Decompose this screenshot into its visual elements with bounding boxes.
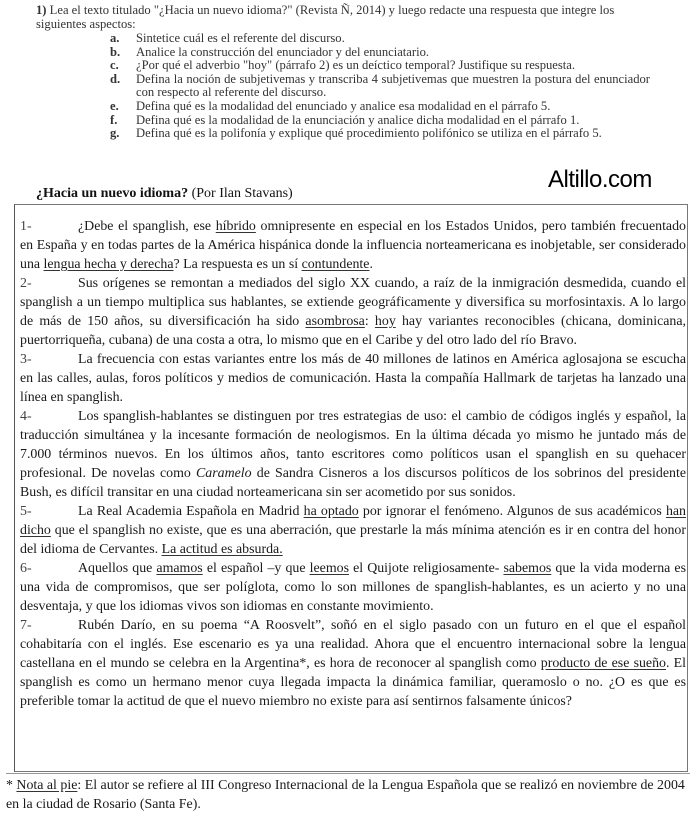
article-paragraph	[20, 559, 686, 616]
article-paragraph	[20, 350, 686, 407]
paragraph-text: por ignorar el fenómeno. Algunos de sus académicos	[358, 504, 666, 519]
underlined-text: asombrosa	[305, 314, 365, 329]
article-body	[20, 217, 686, 711]
article-paragraph	[20, 274, 686, 350]
paragraph-number: 7-	[20, 618, 32, 633]
paragraph-text: . El spanglish es como un hermano menor cuya llegada impacta la dinámica familiar, queramoslo o no. ¿O es que es preferible tomar la actitud de que el nuevo miembro no existe para así sentirnos falsamente únicos?	[20, 656, 686, 709]
article-byline: (Por Ilan Stavans)	[191, 186, 293, 201]
paragraph-text: .	[369, 257, 373, 272]
question-item-text: ¿Por qué el adverbio "hoy" (párrafo 2) es un deíctico temporal? Justifique su respuesta.	[136, 58, 576, 73]
paragraph-text: que el spanglish no existe, que es una aberración, que prestarle la más mínima atención es ir en contra del honor del idioma de Cervantes.	[20, 523, 686, 557]
question-letter: c.	[110, 58, 119, 73]
underlined-text: híbrido	[215, 219, 256, 234]
question-letter: g.	[110, 126, 120, 141]
paragraph-text: el español –y que	[202, 561, 310, 576]
paragraph-number: 4-	[20, 409, 32, 424]
question-item-text: Analice la construcción del enunciador y del enunciatario.	[136, 44, 430, 59]
paragraph-number: 6-	[20, 561, 32, 576]
paragraph-text: el Quijote religiosamente-	[348, 561, 504, 576]
article-paragraph	[20, 217, 686, 274]
paragraph-text: Aquellos que	[78, 561, 157, 576]
italic-title: Caramelo	[196, 466, 252, 481]
paragraph-text: ¿Debe el spanglish, ese	[78, 219, 216, 234]
question-letter: d.	[110, 71, 121, 86]
paragraph-text: Sus orígenes se remontan a mediados del siglo XX cuando, a raíz de la inmigración desmedida, cuando el spanglish a un tiempo multiplica sus hablantes, se extiende geográficamente y diversifica su morfosintaxis. A lo largo de más de 150 años, su diversificación ha sido	[20, 276, 686, 329]
question-item	[110, 73, 650, 100]
question-letter: a.	[110, 31, 120, 45]
question-item	[110, 46, 650, 60]
question-item	[110, 114, 650, 128]
paragraph-text: Rubén Darío, en su poema “A Roosvelt”, soñó en el siglo pasado con un futuro en el que el español cohabitaría con el inglés. Ese escenario es ya una realidad. Ahora que el encuentro internacional sobre la lengua castellana en el mundo se celebra en la Argentina*, es hora de reconocer al spanglish como	[20, 618, 686, 671]
question-item-text: Sintetice cuál es el referente del discurso.	[136, 31, 345, 45]
question-text: Lea el texto titulado "¿Hacia un nuevo idioma?" (Revista Ñ, 2014) y luego redacte una respuesta que integre los siguientes aspectos:	[36, 3, 615, 31]
footnote-marker: *	[6, 778, 17, 793]
question-intro	[36, 4, 648, 31]
paragraph-number: 2-	[20, 276, 32, 291]
question-number: 1)	[36, 3, 47, 17]
paragraph-text: hay variantes reconocibles (chicana, dominicana, puertorriqueña, cubana) de una costa a otra, lo mismo que en el Caribe y del otro lado del río Bravo.	[20, 314, 686, 348]
footnote-label: Nota al pie	[16, 778, 78, 793]
article-paragraph	[20, 502, 686, 559]
footnote	[6, 773, 690, 814]
underlined-text: contundente	[301, 257, 370, 272]
paragraph-number: 3-	[20, 352, 32, 367]
underlined-text: han dicho	[20, 504, 686, 538]
underlined-text: producto de ese sueño	[540, 656, 666, 671]
paragraph-number: 1-	[20, 219, 32, 234]
underlined-text: amamos	[156, 561, 203, 576]
article-title	[36, 186, 293, 202]
article-paragraph	[20, 407, 686, 502]
watermark-logo: Altillo.com	[548, 166, 652, 193]
paragraph-number: 5-	[20, 504, 32, 519]
footnote-text: : El autor se refiere al III Congreso Internacional de la Lengua Española que se realizó en noviembre de 2004 en la ciudad de Rosario (Santa Fe).	[6, 778, 685, 812]
question-letter: b.	[110, 44, 121, 59]
question-item-text: Defina la noción de subjetivemas y transcriba 4 subjetivemas que muestren la postura del enunciador con respecto al referente del discurso.	[136, 71, 650, 100]
paragraph-text: que la vida moderna es una vida de compromisos, que ser políglota, como lo son millones de spanglish-hablantes, es un acierto y no una desventaja, y que los idiomas vivos son idiomas en constante movimiento.	[20, 561, 686, 614]
paragraph-text: La frecuencia con estas variantes entre los más de 40 millones de latinos en América aglosajona se escucha en las calles, aulas, foros políticos y medios de comunicación. Hasta la compañía Hallmark de tarjetas ha lanzado una línea en spanglish.	[20, 352, 686, 405]
underlined-text: ha optado	[303, 504, 359, 519]
article-paragraph	[20, 616, 686, 711]
paragraph-text: Los spanglish-hablantes se distinguen por tres estrategias de uso: el cambio de códigos inglés y español, la traducción simultánea y la incesante formación de neologismos. En la última década yo mismo he juntado más de 7.000 términos nuevos. En los últimos años, tanto escritores como políticos usan el spanglish en su quehacer profesional. De novelas como	[20, 409, 686, 481]
question-item-text: Defina qué es la polifonía y explique qué procedimiento polifónico se utiliza en el párrafo 5.	[136, 126, 602, 141]
underlined-text: lengua hecha y derecha	[43, 257, 174, 272]
question-item-text: Defina qué es la modalidad del enunciado y analice esa modalidad en el párrafo 5.	[136, 98, 551, 113]
underlined-text: hoy	[374, 314, 396, 329]
paragraph-text: de Sandra Cisneros a los discursos políticos de los sobrinos del presidente Bush, es difícil transitar en una ciudad norteamericana sin ser acometido por sus sonidos.	[20, 466, 686, 500]
question-item	[110, 59, 650, 73]
underlined-text: La actitud es absurda.	[161, 542, 283, 557]
paragraph-text: ? La respuesta es un sí	[173, 257, 302, 272]
question-item	[110, 127, 650, 141]
question-letter: f.	[110, 112, 118, 127]
paragraph-text: La Real Academia Española en Madrid	[78, 504, 304, 519]
paragraph-text: :	[364, 314, 375, 329]
paragraph-text: omnipresente en especial en los Estados Unidos, pero también frecuentado en España y en todas partes de la América hispánica donde la influencia norteamericana es inobjetable, ser considerado una	[20, 219, 686, 272]
question-item	[110, 100, 650, 114]
question-item-text: Defina qué es la modalidad de la enunciación y analice dicha modalidad en el párrafo 1.	[136, 112, 580, 127]
question-item	[110, 32, 650, 46]
question-items	[110, 32, 650, 141]
article-heading: ¿Hacia un nuevo idioma?	[36, 186, 189, 201]
question-letter: e.	[110, 98, 119, 113]
underlined-text: leemos	[309, 561, 349, 576]
underlined-text: sabemos	[503, 561, 552, 576]
